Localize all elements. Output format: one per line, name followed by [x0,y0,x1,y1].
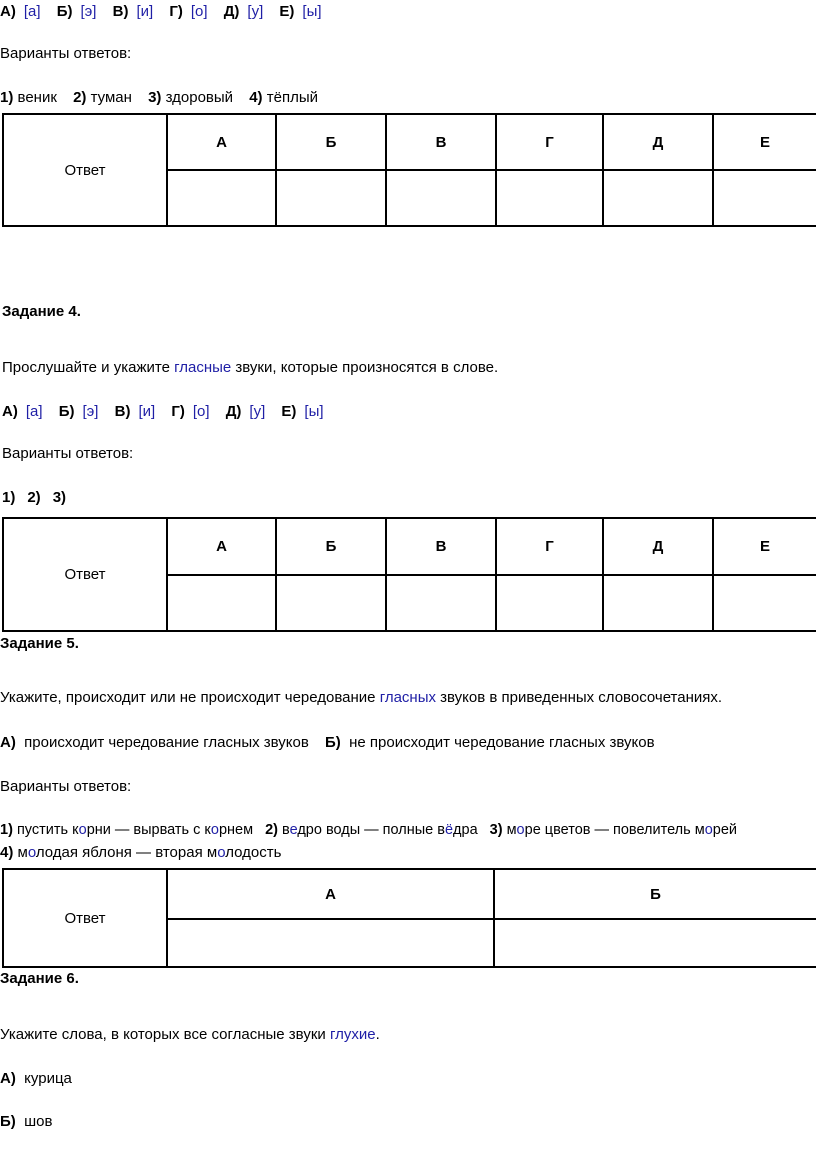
instruction-text: Укажите, происходит или не происходит чередование [0,689,380,706]
answer-label-cell: Ответ [3,114,167,226]
choice-text: не происходит чередование гласных звуков [349,734,655,751]
choice-sound: [ы] [304,403,324,420]
option-text: пустить к [16,822,79,838]
choice-label: Д) [223,3,240,20]
choice-sound: [о] [192,403,210,420]
task5-options-line1 [0,820,737,840]
column-header: А [167,869,494,919]
answer-cell[interactable] [167,575,276,631]
task6-instruction [0,1025,380,1045]
answer-cell[interactable] [276,575,386,631]
choice-sound: [у] [247,3,264,20]
instruction-text: . [375,1026,380,1043]
choice-label: Б) [325,734,341,751]
instruction-text: Укажите слова, в которых все согласные звуки [0,1026,330,1043]
item-text: курица [24,1070,72,1087]
option-text: тёплый [266,89,318,106]
answer-cell[interactable] [603,575,713,631]
answer-cell[interactable] [713,575,816,631]
option-number: 3) [148,89,162,106]
column-header: В [386,114,496,170]
option-text: веник [17,89,57,106]
choice-sound: [э] [82,403,99,420]
column-header: Б [494,869,816,919]
choice-sound: [и] [138,403,156,420]
vowel-highlight: о [210,822,219,838]
answer-cell[interactable] [496,170,603,226]
instruction-highlight: глухие [329,1026,376,1043]
instruction-highlight: гласных [379,689,436,706]
option-text: м [17,844,28,861]
vowel-highlight: о [217,844,226,861]
option-text: дро воды — полные в [297,822,445,838]
option-text: в [282,822,290,838]
instruction-text: Прослушайте и укажите [2,359,175,376]
choice-text: происходит чередование гласных звуков [24,734,309,751]
option-text: рей [712,822,737,838]
task5-options-line2 [0,843,281,863]
choice-label: Б) [56,3,73,20]
task5-instruction [0,688,722,708]
item-text: шов [24,1113,53,1130]
column-header: А [167,518,276,575]
choice-sound: [о] [190,3,208,20]
column-header: Е [713,518,816,575]
option-text: рнем [218,822,254,838]
option-number: 3) [52,489,67,506]
vowel-highlight: о [704,822,713,838]
answer-cell[interactable] [496,575,603,631]
answer-cell[interactable] [386,575,496,631]
choice-label: А) [2,403,18,420]
top-answer-options [0,88,318,108]
choice-label: Б) [58,403,75,420]
task4-title: Задание 4. [2,303,81,320]
choice-label: Д) [225,403,242,420]
column-header: Д [603,114,713,170]
option-text: дра [453,822,478,838]
answer-cell[interactable] [386,170,496,226]
answer-label-cell: Ответ [3,869,167,967]
column-header: А [167,114,276,170]
choice-label: Е) [281,403,297,420]
choice-label: Е) [279,3,295,20]
item-label: А) [0,1070,16,1087]
choice-sound: [а] [23,3,41,20]
item-label: Б) [0,1113,16,1130]
column-header: Б [276,518,386,575]
answer-cell[interactable] [603,170,713,226]
option-number: 2) [27,489,41,506]
task4-answer-table [2,517,816,632]
task5-choices [0,733,655,753]
option-number: 4) [0,844,14,861]
column-header: Е [713,114,816,170]
vowel-highlight: о [516,822,525,838]
option-text: здоровый [165,89,234,106]
option-number: 1) [2,489,16,506]
choice-label: Г) [171,403,185,420]
task6-item-a [0,1069,72,1089]
top-variants-label: Варианты ответов: [0,45,132,62]
option-text: м [506,822,517,838]
option-number: 2) [73,89,87,106]
vowel-highlight: о [27,844,36,861]
task6-item-b [0,1112,52,1132]
answer-cell[interactable] [276,170,386,226]
choice-sound: [э] [80,3,97,20]
instruction-text: звуков в приведенных словосочетаниях. [436,689,723,706]
answer-label-cell: Ответ [3,518,167,631]
answer-cell[interactable] [167,919,494,967]
answer-cell[interactable] [494,919,816,967]
task4-answer-options [2,488,66,508]
option-number: 1) [0,89,14,106]
option-text: рни — вырвать с к [86,822,211,838]
choice-sound: [а] [25,403,43,420]
task6-title: Задание 6. [0,970,79,987]
option-number: 4) [249,89,263,106]
choice-sound: [у] [249,403,266,420]
column-header: В [386,518,496,575]
task4-variants-label: Варианты ответов: [2,445,134,462]
task5-answer-table [2,868,816,968]
vowel-highlight: е [289,822,298,838]
option-number: 1) [0,822,13,838]
choice-sound: [и] [136,3,154,20]
choice-label: Г) [169,3,183,20]
option-text: лодая яблоня — вторая м [35,844,218,861]
option-text: ре цветов — повелитель м [524,822,705,838]
answer-cell[interactable] [713,170,816,226]
column-header: Д [603,518,713,575]
task4-sound-choices [2,402,324,422]
option-text: лодость [225,844,282,861]
choice-label: А) [0,3,16,20]
task4-instruction [2,358,498,378]
option-text: туман [90,89,132,106]
column-header: Г [496,114,603,170]
choice-sound: [ы] [302,3,322,20]
top-sound-choices [0,2,322,22]
column-header: Г [496,518,603,575]
task5-variants-label: Варианты ответов: [0,778,132,795]
choice-label: А) [0,734,16,751]
choice-label: В) [114,403,131,420]
column-header: Б [276,114,386,170]
answer-cell[interactable] [167,170,276,226]
instruction-highlight: гласные [174,359,232,376]
vowel-highlight: о [78,822,87,838]
task5-title: Задание 5. [0,635,79,652]
vowel-highlight: ё [444,822,454,838]
top-answer-table [2,113,816,227]
instruction-text: звуки, которые произносятся в слове. [231,359,499,376]
option-number: 3) [489,822,503,838]
choice-label: В) [112,3,129,20]
option-number: 2) [265,822,278,838]
